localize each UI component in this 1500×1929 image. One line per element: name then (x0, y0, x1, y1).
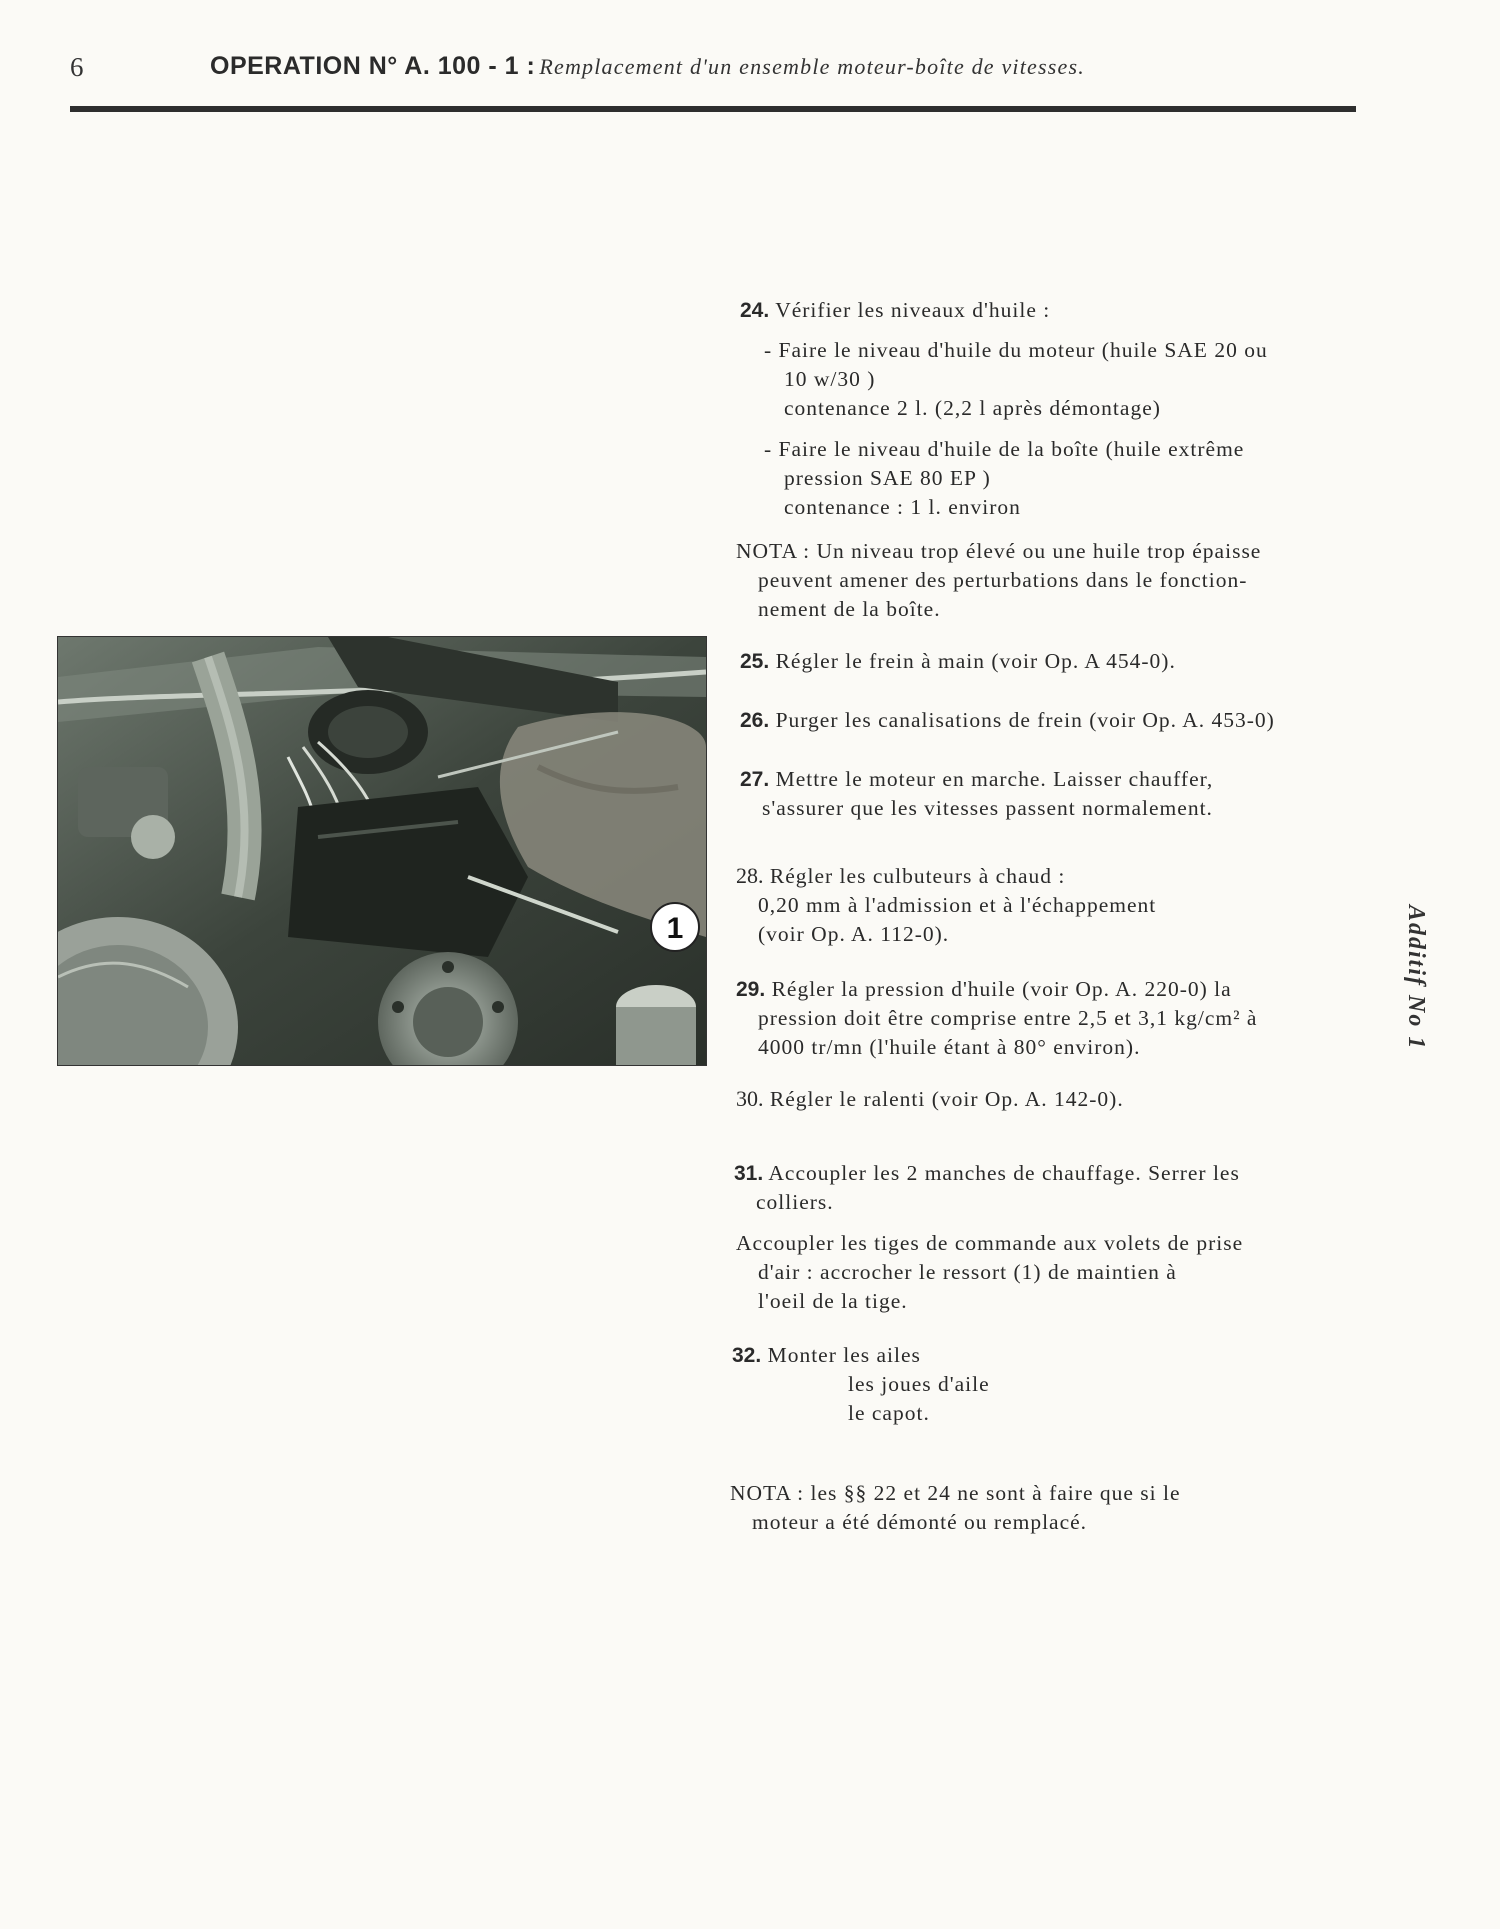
nota-2 (730, 1479, 1380, 1537)
engine-photo-illustration (58, 637, 706, 1065)
nota-1-line-1: NOTA : Un niveau trop élevé ou une huile trop épaisse (736, 539, 1262, 563)
instructions (730, 296, 1380, 1537)
step-32-line-1: Monter les ailes (767, 1343, 921, 1367)
nota-1-line-2: peuvent amener des perturbations dans le fonction- (758, 568, 1248, 592)
step-26-number: 26. (740, 709, 770, 732)
step-25-text: Régler le frein à main (voir Op. A 454-0). (775, 649, 1176, 673)
step-24-text: Vérifier les niveaux d'huile : (775, 298, 1051, 322)
step-28 (736, 861, 1380, 949)
step-32-number: 32. (732, 1344, 762, 1367)
callout-label-1: 1 (666, 912, 684, 945)
nota-2-line-2: moteur a été démonté ou remplacé. (752, 1510, 1088, 1534)
page-header (210, 52, 1360, 81)
nota-1-line-3: nement de la boîte. (758, 597, 941, 621)
step-31-number: 31. (734, 1162, 764, 1185)
step-31 (734, 1159, 1380, 1217)
step-31-line-1: Accoupler les 2 manches de chauffage. Serrer les (768, 1161, 1240, 1185)
step-31-line-2: colliers. (756, 1190, 834, 1214)
step-24-bullet-1-line-3: contenance 2 l. (2,2 l après démontage) (784, 396, 1161, 420)
step-27-line-1: Mettre le moteur en marche. Laisser chauffer, (775, 767, 1214, 791)
step-26 (740, 706, 1380, 735)
step-32 (732, 1341, 1380, 1428)
step-32-line-3: le capot. (848, 1401, 930, 1425)
step-30 (736, 1084, 1380, 1114)
step-24-bullet-2-line-1: - Faire le niveau d'huile de la boîte (huile extrême (764, 437, 1245, 461)
step-29 (736, 975, 1380, 1062)
step-24-bullet-2-line-2: pression SAE 80 EP ) (784, 466, 991, 490)
step-24-bullet-2 (740, 435, 1380, 522)
step-27 (740, 765, 1380, 823)
step-30-number: 30. (736, 1086, 764, 1111)
step-28-line-2: 0,20 mm à l'admission et à l'échappement (758, 893, 1157, 917)
nota-2-line-1: NOTA : les §§ 22 et 24 ne sont à faire que si le (730, 1481, 1181, 1505)
step-24-bullet-2-line-3: contenance : 1 l. environ (784, 495, 1021, 519)
operation-label: OPERATION N° A. 100 - 1 : (210, 52, 536, 80)
step-29-line-3: 4000 tr/mn (l'huile étant à 80° environ). (758, 1035, 1141, 1059)
step-30-text: Régler le ralenti (voir Op. A. 142-0). (769, 1087, 1124, 1111)
operation-title: Remplacement d'un ensemble moteur-boîte de vitesses. (539, 54, 1085, 79)
header-rule (70, 106, 1356, 112)
page-number: 6 (70, 52, 84, 82)
step-28-line-1: Régler les culbuteurs à chaud : (769, 864, 1066, 888)
step-26-text: Purger les canalisations de frein (voir Op. A. 453-0) (775, 708, 1275, 732)
step-24-bullet-1-line-1: - Faire le niveau d'huile du moteur (huile SAE 20 ou (764, 338, 1268, 362)
step-24-number: 24. (740, 299, 770, 322)
step-29-line-1: Régler la pression d'huile (voir Op. A. 220-0) la (771, 977, 1232, 1001)
step-32-line-2: les joues d'aile (848, 1372, 990, 1396)
nota-1 (736, 537, 1380, 624)
step-28-line-3: (voir Op. A. 112-0). (758, 922, 950, 946)
step-28-number: 28. (736, 863, 764, 888)
step-31-paragraph-2-line-2: d'air : accrocher le ressort (1) de maintien à (758, 1260, 1177, 1284)
side-note-additif: Additif No 1 (1403, 905, 1429, 1051)
step-31-paragraph-2-line-3: l'oeil de la tige. (758, 1289, 908, 1313)
step-31-paragraph-2 (736, 1229, 1380, 1316)
step-27-number: 27. (740, 768, 770, 791)
step-29-number: 29. (736, 978, 766, 1001)
step-24 (740, 296, 1380, 325)
step-24-bullet-1 (740, 336, 1380, 423)
step-27-line-2: s'assurer que les vitesses passent normalement. (762, 796, 1213, 820)
step-25-number: 25. (740, 650, 770, 673)
step-29-line-2: pression doit être comprise entre 2,5 et 3,1 kg/cm² à (758, 1006, 1258, 1030)
step-25 (740, 647, 1380, 676)
engine-photo (57, 636, 707, 1066)
step-31-paragraph-2-line-1: Accoupler les tiges de commande aux volets de prise (736, 1231, 1244, 1255)
step-24-bullet-1-line-2: 10 w/30 ) (784, 367, 876, 391)
